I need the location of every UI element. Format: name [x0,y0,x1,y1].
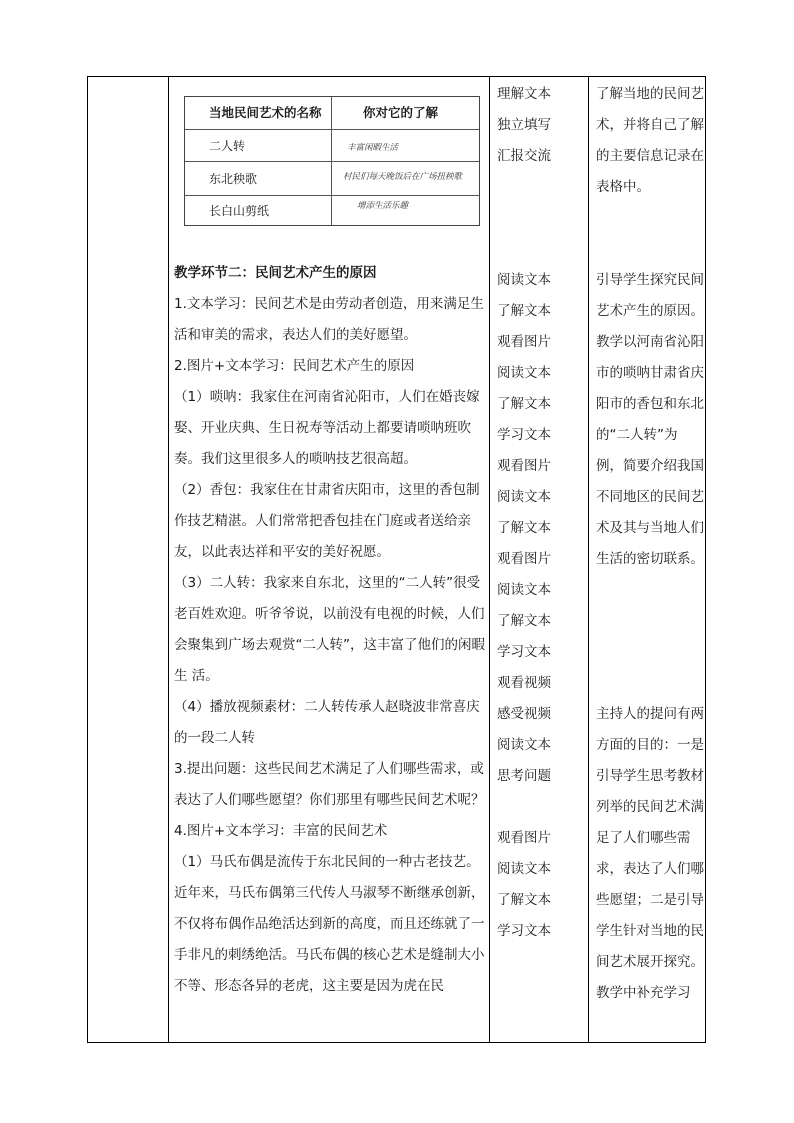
activity-item: 阅读文本 [497,489,551,505]
content-paragraph: （3）二人转：我家来自东北，这里的“二人转”很受老百姓欢迎。听爷爷说，以前没有电视的时候，人们会聚集到广场去观赏“二人转”，这丰富了他们的闲暇生 活。 [174,575,485,684]
content-paragraph: 2.图片+文本学习：民间艺术产生的原因 [174,358,415,374]
activity-item: 思考问题 [497,768,551,784]
student-activities [497,823,587,947]
table-rule [185,129,479,130]
content-paragraph: 4.图片+文本学习：丰富的民间艺术 [174,823,388,839]
table-cell-art-name: 东北秧歌 [209,172,258,186]
activity-item: 了解文本 [497,396,551,412]
table-cell-handwritten-note: 增添生活乐趣 [357,201,409,211]
content-paragraph: （2）香包：我家住在甘肃省庆阳市，这里的香包制作技艺精湛。人们常常把香包挂在门庭或者送给亲友，以此表达祥和平安的美好祝愿。 [174,482,480,560]
activity-item: 观看视频 [497,675,551,691]
activity-item: 独立填写 [497,117,551,133]
content-paragraph: （1）唢呐：我家住在河南省沁阳市，人们在婚丧嫁娶、开业庆典、生日祝寿等活动上都要请唢呐班吹奏。我们这里很多人的唢呐技艺很高超。 [174,389,480,467]
table-cell-handwritten-note: 丰富闲暇生活 [347,143,399,153]
activity-item: 了解文本 [497,520,551,536]
activity-item: 学习文本 [497,644,551,660]
student-activities [497,265,587,792]
intent-paragraph: 了解当地的民间艺术，并将自己了解的主要信息记录在表格中。 [596,86,704,195]
activity-item: 汇报交流 [497,148,551,164]
activity-item: 观看图片 [497,458,551,474]
table-rule [185,195,479,196]
teaching-content [174,258,486,1002]
activity-item: 了解文本 [497,613,551,629]
activity-item: 学习文本 [497,427,551,443]
column-divider [588,77,589,1042]
activity-item: 了解文本 [497,303,551,319]
activity-item: 阅读文本 [497,272,551,288]
table-cell-handwritten-note: 村民们每天晚饭后在广场扭秧歌 [343,172,463,182]
intent-paragraph: 引导学生探究民间艺术产生的原因。 [596,272,704,319]
intent-paragraph: 主持人的提问有两方面的目的：一是引导学生思考教材列举的民间艺术满足了人们哪些需求，表达了人们哪些愿望；二是引导学生针对当地的民间艺术展开探究。教学中补充学习 [596,706,704,1001]
column-divider [168,77,169,1042]
lesson-table [87,76,706,1043]
activity-item: 阅读文本 [497,582,551,598]
table-rule [185,161,479,162]
activity-item: 阅读文本 [497,737,551,753]
table-cell-art-name: 二人转 [209,139,246,153]
table-header-name: 当地民间艺术的名称 [209,105,322,120]
design-intent [596,79,704,203]
activity-item: 学习文本 [497,923,551,939]
activity-item: 观看图片 [497,334,551,350]
activity-item: 阅读文本 [497,861,551,877]
section-title: 教学环节二：民间艺术产生的原因 [174,265,377,281]
table-header-understanding: 你对它的了解 [363,105,439,120]
activity-item: 感受视频 [497,706,551,722]
column-divider [489,77,490,1042]
design-intent [596,265,704,575]
content-paragraph: 1.文本学习：民间艺术是由劳动者创造，用来满足生活和审美的需求，表达人们的美好愿望。 [174,296,484,343]
folk-art-survey-table [184,96,480,226]
activity-item: 了解文本 [497,892,551,908]
table-cell-art-name: 长白山剪纸 [209,204,270,218]
activity-item: 观看图片 [497,830,551,846]
activity-item: 观看图片 [497,551,551,567]
design-intent [596,699,704,1009]
content-paragraph: （4）播放视频素材：二人转传承人赵晓波非常喜庆的一段二人转 [174,699,480,746]
intent-paragraph: 教学以河南省沁阳市的唢呐甘肃省庆阳市的香包和东北的“二人转”为例，简要介绍我国不同地区的民间艺术及其与当地人们生活的密切联系。 [596,334,704,567]
student-activities [497,79,587,172]
content-paragraph: 3.提出问题：这些民间艺术满足了人们哪些需求，或表达了人们哪些愿望？你们那里有哪些民间艺术呢？ [174,761,485,808]
activity-item: 理解文本 [497,86,551,102]
content-paragraph: （1）马氏布偶是流传于东北民间的一种古老技艺。近年来，马氏布偶第三代传人马淑琴不断继承创新，不仅将布偶作品绝活达到新的高度，而且还练就了一手非凡的刺绣绝活。马氏布偶的核心艺术是缝制大小不等、形态各异的老虎，这主要是因为虎在民 [174,854,485,994]
activity-item: 阅读文本 [497,365,551,381]
